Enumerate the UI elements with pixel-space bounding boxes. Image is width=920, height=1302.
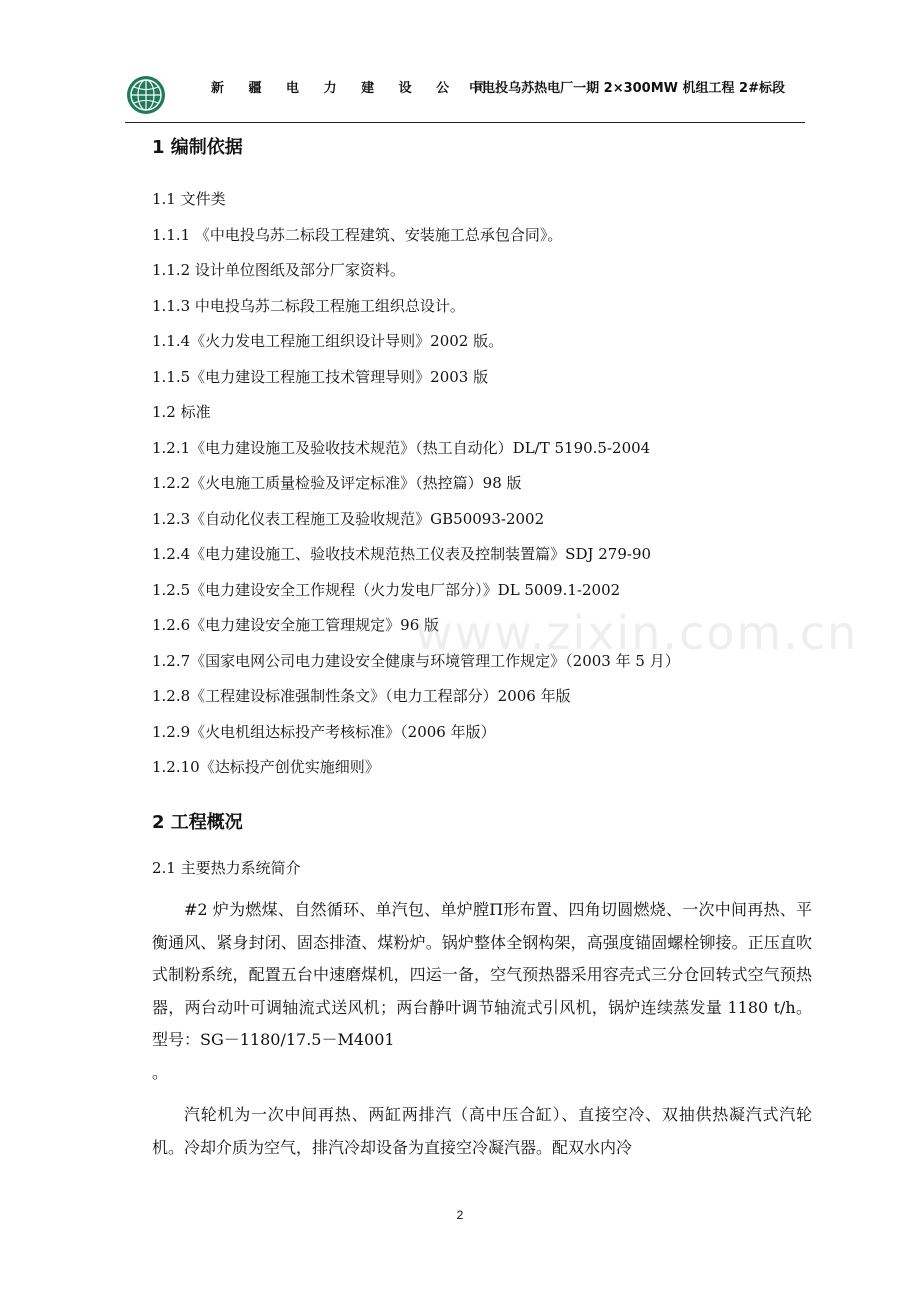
reference-item: 1.2.4《电力建设施工、验收技术规范热工仪表及控制装置篇》SDJ 279-90 bbox=[152, 545, 652, 563]
subsection-heading: 2.1 主要热力系统简介 bbox=[152, 858, 301, 877]
section-heading-basis: 1 编制依据 bbox=[152, 137, 243, 158]
reference-item: 1.2.2《火电施工质量检验及评定标准》（热控篇）98 版 bbox=[152, 474, 522, 492]
boiler-paragraph-end: 。 bbox=[152, 1062, 169, 1082]
page-header bbox=[125, 68, 805, 122]
project-title: 中电投乌苏热电厂一期 2×300MW 机组工程 2#标段 bbox=[469, 81, 785, 96]
reference-item: 1.2.8《工程建设标准强制性条文》（电力工程部分）2006 年版 bbox=[152, 687, 571, 705]
reference-list bbox=[152, 182, 812, 786]
document-body bbox=[152, 133, 812, 1164]
reference-item: 1.1.5《电力建设工程施工技术管理导则》2003 版 bbox=[152, 367, 489, 386]
page-number: 2 bbox=[456, 1208, 464, 1222]
turbine-paragraph: 汽轮机为一次中间再热、两缸两排汽（高中压合缸）、直接空冷、双抽供热凝汽式汽轮机。冷却介质为空气，排汽冷却设备为直接空冷凝汽器。配双水内冷 bbox=[152, 1105, 812, 1157]
reference-item: 1.2.5《电力建设安全工作规程（火力发电厂部分）》DL 5009.1-2002 bbox=[152, 580, 621, 599]
reference-item: 1.1 文件类 bbox=[152, 190, 226, 208]
reference-item: 1.2.6《电力建设安全施工管理规定》96 版 bbox=[152, 616, 440, 634]
section-heading-overview: 2 工程概况 bbox=[152, 811, 243, 833]
boiler-paragraph: #2 炉为燃煤、自然循环、单汽包、单炉膛Π形布置、四角切圆燃烧、一次中间再热、平衡通风、紧身封闭、固态排渣、煤粉炉。锅炉整体全钢构架，高强度锚固螺栓铆接。正压直吹式制粉系统，配置五台中速磨煤机，四运一备，空气预热器采用容壳式三分仓回转式空气预热器，两台动叶可调轴流式送风机；两台静叶调节轴流式引风机，锅炉连续蒸发量 1180 t/h。型号：SG－1180/17.5－M4001 bbox=[152, 900, 812, 1049]
reference-item: 1.1.2 设计单位图纸及部分厂家资料。 bbox=[152, 261, 405, 279]
company-logo-icon bbox=[125, 74, 167, 116]
reference-item: 1.1.1 《中电投乌苏二标段工程建筑、安装施工总承包合同》。 bbox=[152, 225, 563, 244]
header-divider bbox=[125, 122, 805, 123]
reference-item: 1.2.1《电力建设施工及验收技术规范》（热工自动化）DL/T 5190.5-2004 bbox=[152, 438, 651, 457]
company-name: 新 疆 电 力 建 设 公 司 bbox=[211, 81, 497, 96]
reference-item: 1.1.4《火力发电工程施工组织设计导则》2002 版。 bbox=[152, 332, 504, 350]
reference-item: 1.1.3 中电投乌苏二标段工程施工组织总设计。 bbox=[152, 296, 465, 315]
reference-item: 1.2.7《国家电网公司电力建设安全健康与环境管理工作规定》（2003 年 5 月） bbox=[152, 651, 680, 670]
reference-item: 1.2.9《火电机组达标投产考核标准》（2006 年版） bbox=[152, 722, 496, 741]
reference-item: 1.2 标准 bbox=[152, 403, 211, 421]
reference-item: 1.2.10《达标投产创优实施细则》 bbox=[152, 758, 380, 776]
reference-item: 1.2.3《自动化仪表工程施工及验收规范》GB50093-2002 bbox=[152, 509, 545, 528]
watermark: www.zixin.com.cn bbox=[415, 606, 859, 660]
